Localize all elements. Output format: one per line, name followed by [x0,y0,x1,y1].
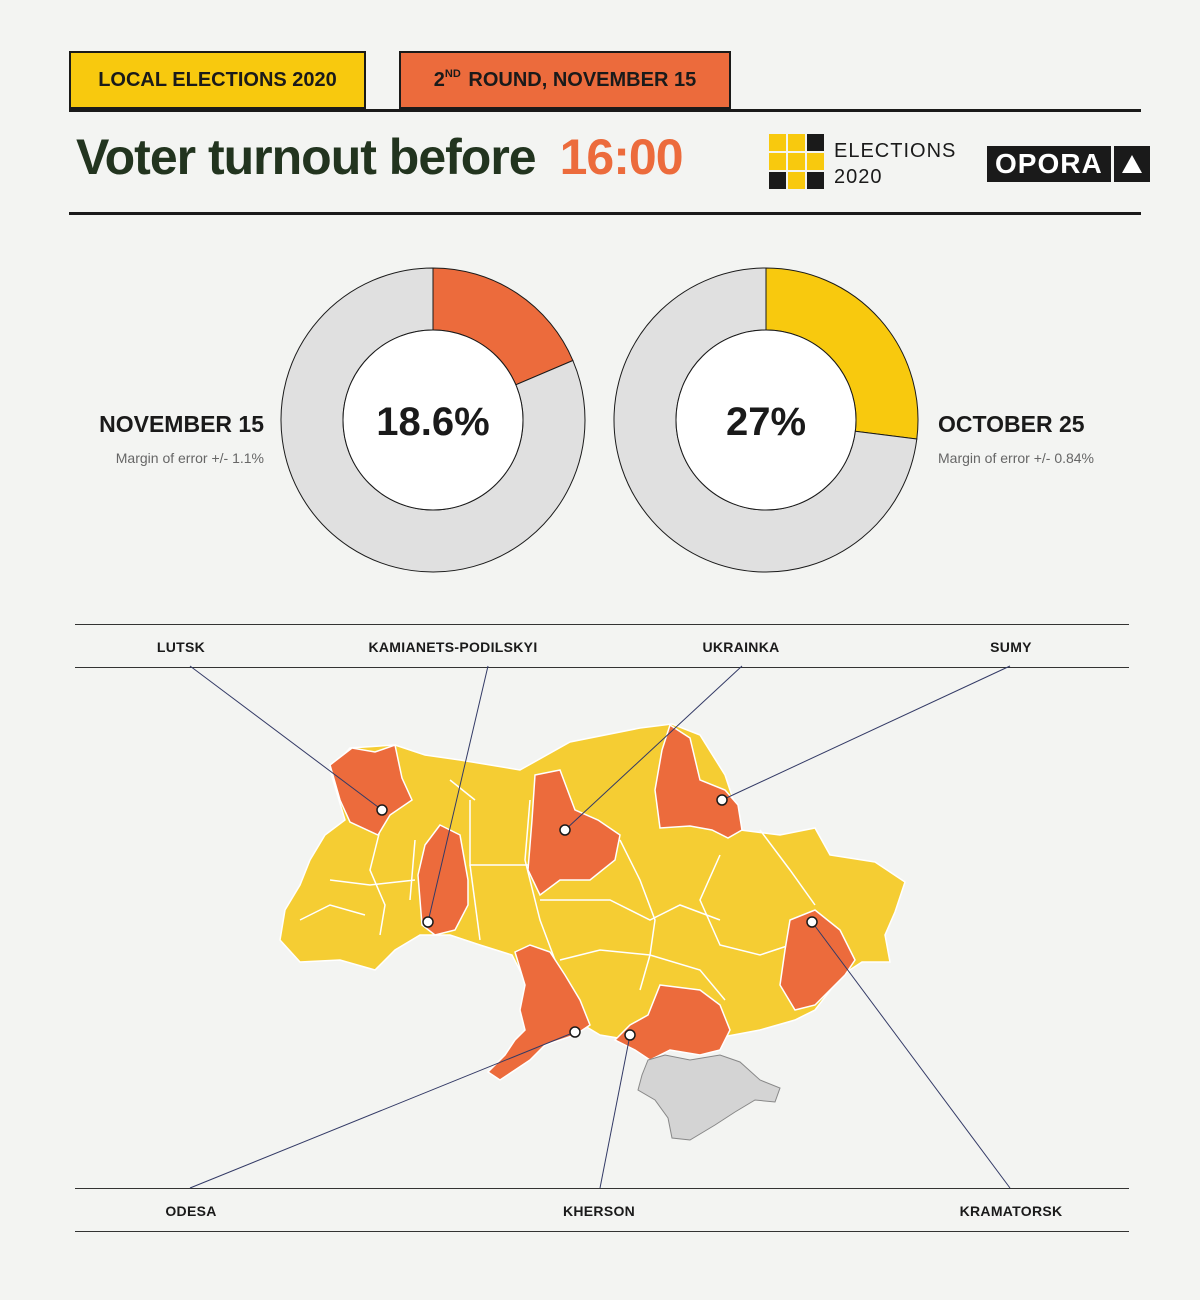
donut1-center-label: 18.6% [376,400,490,444]
city-label-odesa: ODESA [165,1203,217,1219]
marker-kherson [625,1030,635,1040]
marker-lutsk [377,805,387,815]
tag-round-sup: ND [444,68,461,80]
city-label-lutsk: LUTSK [156,639,206,655]
tag-round-rest: ROUND, NOVEMBER 15 [468,68,697,91]
marker-kamianets-podilskyi [423,917,433,927]
opora-logo-text: OPORA [987,146,1111,182]
title-text: Voter turnout before [76,129,536,185]
donut1-subtitle: Margin of error +/- 1.1% [115,450,264,466]
city-label-kherson: KHERSON [562,1203,636,1219]
city-label-ukrainka: UKRAINKA [702,639,780,655]
marker-odesa [570,1027,580,1037]
tag-round-num: 2 [433,68,445,91]
donut1-title: NOVEMBER 15 [99,411,264,437]
donut2-title: OCTOBER 25 [938,411,1085,437]
region-crimea [638,1055,780,1140]
marker-kramatorsk [807,917,817,927]
title-time: 16:00 [559,129,683,185]
donut2-subtitle: Margin of error +/- 0.84% [938,450,1095,466]
marker-sumy [717,795,727,805]
marker-ukrainka [560,825,570,835]
city-label-kamianets-podilskyi: KAMIANETS-PODILSKYI [368,639,538,655]
logo-line1: ELECTIONS [834,140,957,162]
city-label-sumy: SUMY [990,639,1032,655]
logo-line2: 2020 [834,166,883,188]
city-label-kramatorsk: KRAMATORSK [959,1203,1063,1219]
tag-local-elections-label: LOCAL ELECTIONS 2020 [98,68,337,91]
donut2-center-label: 27% [725,400,807,444]
